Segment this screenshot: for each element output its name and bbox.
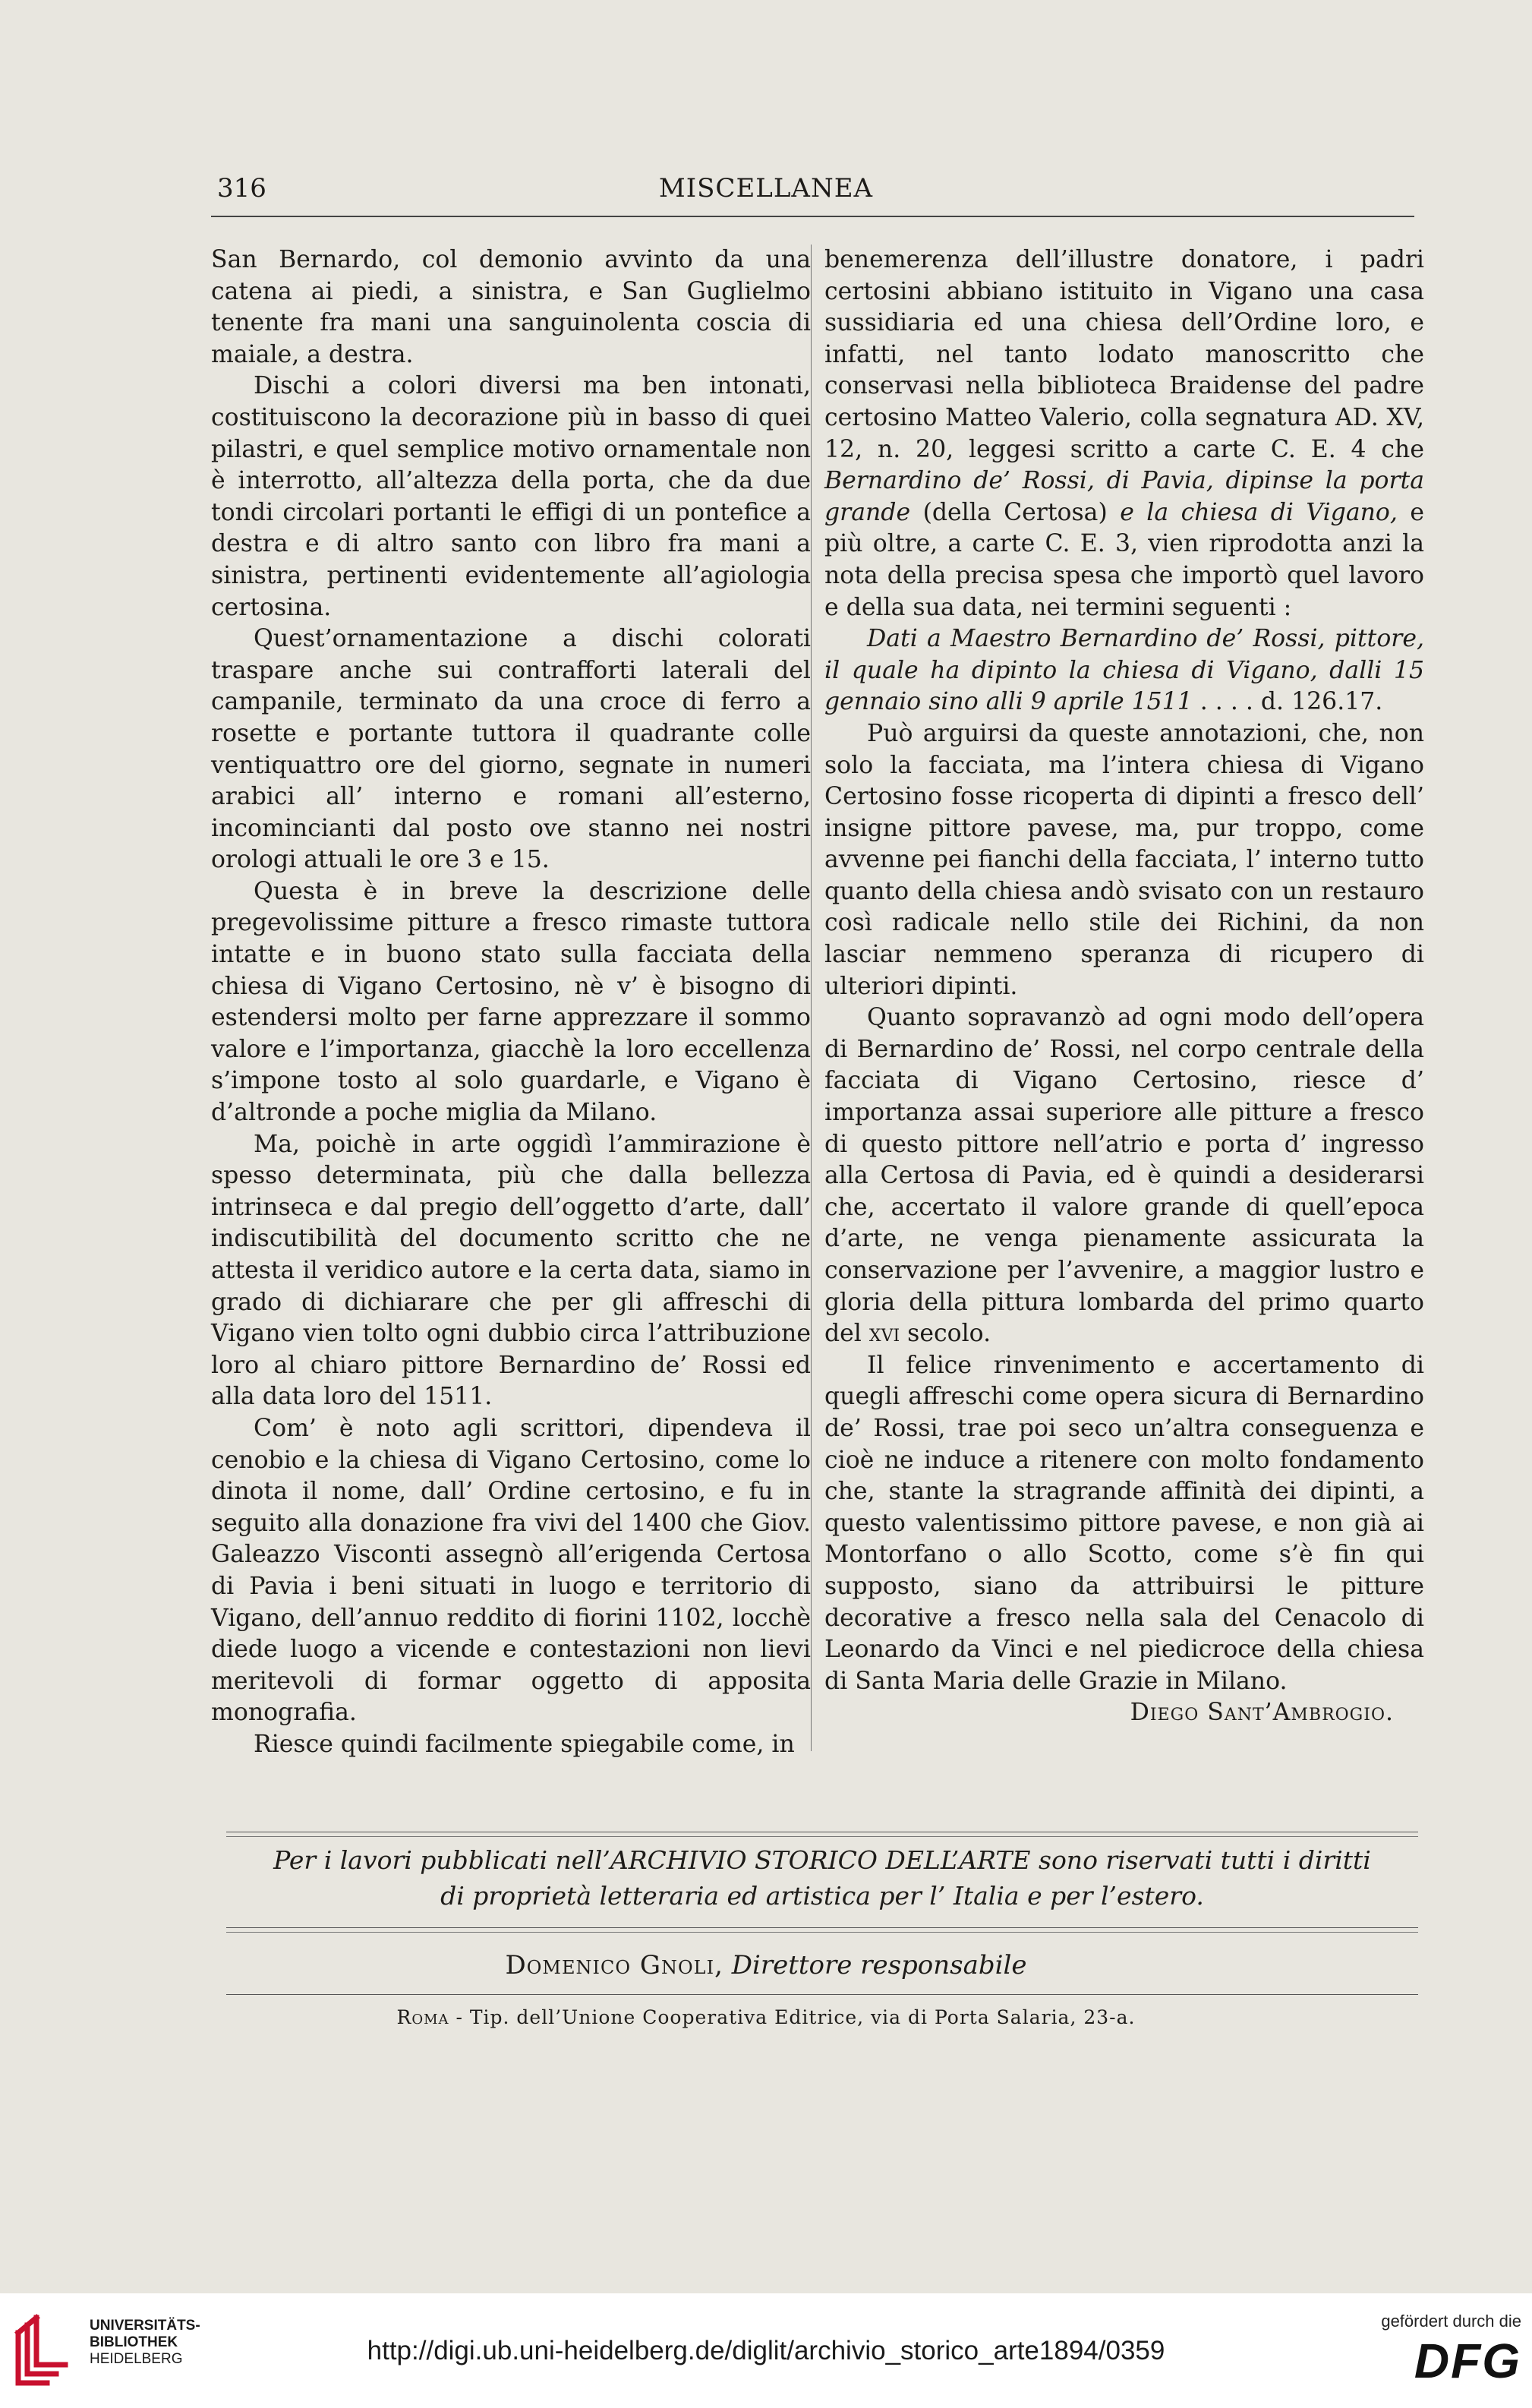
director-name: Domenico Gnoli,	[505, 1950, 723, 1980]
century-numeral: xvi	[868, 1320, 900, 1348]
notice-bottom-rule	[226, 1927, 1418, 1928]
notice-top-rule	[226, 1836, 1418, 1837]
paragraph: Il felice rinvenimento e accertamento di quegli affreschi come opera sicura di Bernardino de’ Rossi, trae poi seco un’altra conseguenza e cioè ne induce a ritenere con molto fondamento che, stante la stragrande affinità dei dipinti, a questo valentissimo pittore pavese, e non già ai Montorfano o allo Scotto, come s’è fin qui supposto, siano da attribuirsi le pitture decorative a fresco nella sala del Cenacolo di Leonardo da Vinci e nel piedicroce della chiesa di Santa Maria delle Grazie in Milano.	[824, 1351, 1424, 1695]
column-divider	[811, 245, 812, 1751]
paragraph: Com’ è noto agli scrittori, dipendeva il cenobio e la chiesa di Vigano Certosino, come lo dinota il nome, dall’ Ordine certosino, e fu in seguito alla donazione fra vivi del 1400 che Giov. Galeazzo Visconti assegnò all’erigenda Certosa di Pavia i beni situati in luogo e territorio di Vigano, dell’annuo reddito di fiorini 1102, locchè diede luogo a vicende e contestazioni non lievi meritevoli di formar oggetto di apposita monografia.	[211, 1414, 811, 1727]
right-column	[824, 245, 1424, 1729]
director-credit	[0, 1950, 1532, 1980]
paragraph: Può arguirsi da queste annotazioni, che, non solo la facciata, ma l’intera chiesa di Vigano Certosino fosse ricoperta di dipinti a fresco dell’ insigne pittore pavese, ma, pur troppo, come avvenne pei fianchi della facciata, l’ interno tutto quanto della chiesa andò svisato con un restauro così radicale nello stile dei Richini, da non lasciar nemmeno speranza di ricupero di ulteriori dipinti.	[824, 719, 1424, 1000]
funding-note: gefördert durch die	[1381, 2312, 1521, 2331]
printer-rule	[226, 1994, 1418, 1995]
notice-bottom-rule	[226, 1932, 1418, 1933]
paragraph: Questa è in breve la descrizione delle pregevolissime pitture a fresco rimaste tuttora intatte e in buono stato sulla facciata della chiesa di Vigano Certosino, nè v’ è bisogno di estendersi molto per farne apprezzare il sommo valore e l’importanza, giacchè la loro eccellenza s’impone tosto al solo guardarle, e Vigano è d’altronde a poche miglia da Milano.	[211, 877, 811, 1127]
quote-text: Dati a Maestro Bernardino de’ Rossi, pittore, il quale ha dipinto la chiesa di Vigano, dalli 15 gennaio sino alli 9 aprile 1511	[824, 625, 1424, 716]
text-run: benemerenza dell’illustre donatore, i padri certosini abbiano istituito in Vigano una casa sussidiaria ed una chiesa dell’Ordine loro, e infatti, nel tanto lodato manoscritto che conservasi nella biblioteca Braidense del padre certosino Matteo Valerio, colla segnatura AD. XV, 12, n. 20, leggesi scritto a carte C. E. 4 che	[824, 246, 1424, 463]
paragraph: Quest’ornamentazione a dischi colorati traspare anche sui contrafforti laterali del campanile, terminato da una croce di ferro a rosette e portante tuttora il quadrante colle ventiquattro ore del giorno, segnate in numeri arabici all’ interno e romani all’esterno, incomincianti dal posto ove stanno nei nostri orologi attuali le ore 3 e 15.	[211, 625, 811, 874]
left-column	[211, 245, 811, 1761]
italic-run: Bernardino de’ Rossi, di Pavia, dipinse la porta grande	[824, 467, 1424, 526]
paragraph: San Bernardo, col demonio avvinto da una catena ai piedi, a sinistra, e San Guglielmo tenente fra mani una sanguinolenta coscia di maiale, a destra.	[211, 246, 811, 368]
author-signature: Diego Sant’Ambrogio.	[1130, 1699, 1394, 1727]
header-rule	[211, 216, 1414, 217]
text-run: secolo.	[907, 1320, 991, 1348]
paragraph	[824, 245, 1424, 623]
library-name-line: HEIDELBERG	[90, 2351, 183, 2367]
paragraph	[824, 1002, 1424, 1350]
text-run: Quanto sopravanzò ad ogni modo dell’opera di Bernardino de’ Rossi, nel corpo centrale della facciata di Vigano Certosino, riesce d’ importanza assai superiore alle pitture a fresco di questo pittore nell’atrio e porta d’ ingresso alla Certosa di Pavia, ed è quindi a desiderarsi che, accertato il valore grande di quell’epoca d’arte, ne venga pienamente assicurata la conservazione per l’avvenire, a maggior lustro e gloria della pittura lombarda del primo quarto del	[824, 1004, 1424, 1348]
copyright-line: Per i lavori pubblicati nell’ARCHIVIO STORICO DELL’ARTE sono riservati tutti i diritti	[273, 1845, 1371, 1875]
quoted-entry	[824, 623, 1424, 718]
paragraph: Riesce quindi facilmente spiegabile come, in	[254, 1730, 795, 1758]
italic-run: e la chiesa di Vigano,	[1120, 498, 1398, 526]
director-role: Direttore responsabile	[731, 1950, 1027, 1980]
paragraph: Dischi a colori diversi ma ben intonati, costituiscono la decorazione più in basso di quei pilastri, e quel semplice motivo ornamentale non è interrotto, all’altezza della porta, che da due tondi circolari portanti le effigi di un pontefice a destra e di altro santo con libro fra mani a sinistra, pertinenti evidentemente all’agiologia certosina.	[211, 372, 811, 621]
copyright-notice	[226, 1842, 1418, 1914]
printer-text: - Tip. dell’Unione Cooperativa Editrice, via di Porta Salaria, 23-a.	[456, 2006, 1136, 2028]
permalink[interactable]: http://digi.ub.uni-heidelberg.de/diglit/archivio_storico_arte1894/0359	[367, 2336, 1165, 2365]
text-run: e più oltre, a carte C. E. 3, vien riprodotta anzi la nota della precisa spesa che importò quel lavoro e della sua data, nei termini seguenti :	[824, 498, 1424, 621]
library-name-line: UNIVERSITÄTS-	[90, 2318, 200, 2334]
printer-credit	[0, 2006, 1532, 2028]
running-title: MISCELLANEA	[658, 173, 874, 204]
paragraph: Ma, poichè in arte oggidì l’ammirazione è spesso determinata, più che dalla bellezza intrinseca e dal pregio dell’oggetto d’arte, dall’ indiscutibilità del documento scritto che ne attesta il veridico autore e la certa data, siamo in grado di dichiarare che per gli affreschi di Vigano vien tolto ogni dubbio circa l’attribuzione loro al chiaro pittore Bernardino de’ Rossi ed alla data loro del 1511.	[211, 1130, 811, 1411]
page-number: 316	[217, 173, 266, 204]
library-name-line: BIBLIOTHEK	[90, 2334, 178, 2350]
printer-city: Roma	[396, 2006, 449, 2028]
dfg-logo[interactable]: DFG	[1414, 2334, 1521, 2388]
text-run: (della Certosa)	[922, 498, 1108, 526]
copyright-line: di proprietà letteraria ed artistica per l’ Italia e per l’estero.	[440, 1881, 1204, 1911]
quote-amount: . . . . d. 126.17.	[1199, 688, 1383, 716]
